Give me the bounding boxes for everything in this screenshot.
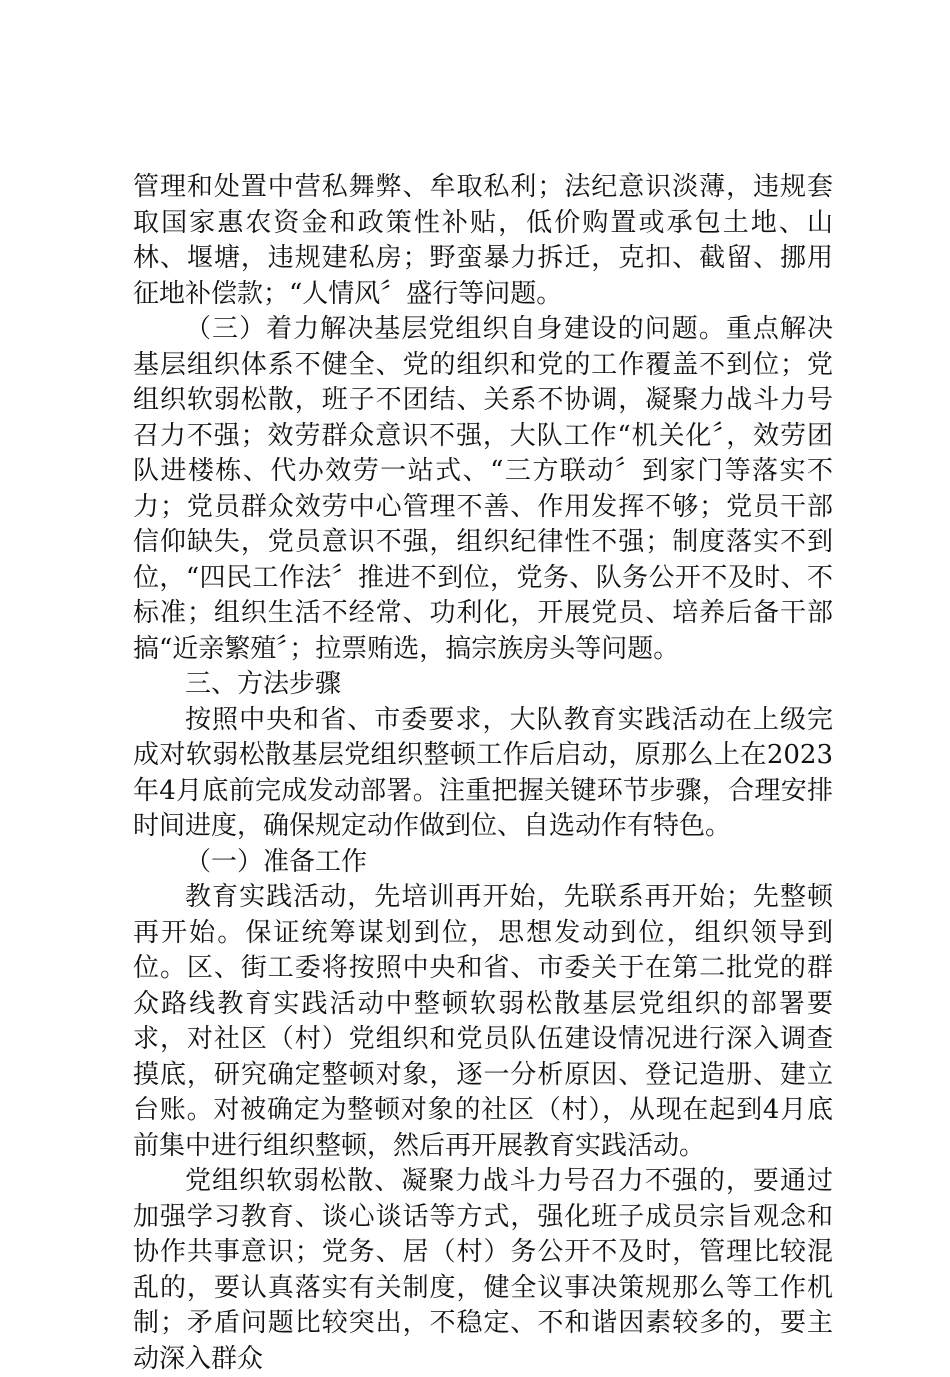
subheading-preparation: （一）准备工作 [185,846,368,877]
paragraph-2: （三）着力解决基层党组织自身建设的问题。重点解决基层组织体系不健全、党的组织和党的工作覆盖不到位；党组织软弱松散，班子不团结、关系不协调，凝聚力战斗力号召力不强；效劳群众意识不强，大队工作“机关化〞，效劳团队进楼栋、代办效劳一站式、“三方联动〞到家门等落实不力；党员群众效劳中心管理不善、作用发挥不够；党员干部信仰缺失，党员意识不强，组织纪律性不强；制度落实不到位，“四民工作法〞推进不到位，党务、队务公开不及时、不标准；组织生活不经常、功利化，开展党员、培养后备干部搞“近亲繁殖〞；拉票贿选，搞宗族房头等问题。 [133,314,833,664]
paragraph-1: 管理和处置中营私舞弊、牟取私利；法纪意识淡薄，违规套取国家惠农资金和政策性补贴，低价购置或承包土地、山林、堰塘，违规建私房；野蛮暴力拆迁，克扣、截留、挪用征地补偿款；“人情风〞盛行等问题。 [133,172,833,309]
document-body [133,170,833,1377]
paragraph-4: 教育实践活动，先培训再开始，先联系再开始；先整顿再开始。保证统筹谋划到位，思想发动到位，组织领导到位。区、街工委将按照中央和省、市委关于在第二批党的群众路线教育实践活动中整顿软弱松散基层党组织的部署要求，对社区（村）党组织和党员队伍建设情况进行深入调查摸底，研究确定整顿对象，逐一分析原因、登记造册、建立台账。对被确定为整顿对象的社区（村），从现在起到4月底前集中进行组织整顿，然后再开展教育实践活动。 [133,882,833,1161]
paragraph-3: 按照中央和省、市委要求，大队教育实践活动在上级完成对软弱松散基层党组织整顿工作后启动，原那么上在2023年4月底前完成发动部署。注重把握关键环节步骤，合理安排时间进度，确保规定动作做到位、自选动作有特色。 [133,704,833,841]
paragraph-5: 党组织软弱松散、凝聚力战斗力号召力不强的，要通过加强学习教育、谈心谈话等方式，强化班子成员宗旨观念和协作共事意识；党务、居（村）务公开不及时，管理比较混乱的，要认真落实有关制度，健全议事决策规那么等工作机制；矛盾问题比较突出，不稳定、不和谐因素较多的，要主动深入群众 [133,1166,833,1374]
section-heading-methods: 三、方法步骤 [185,669,342,699]
